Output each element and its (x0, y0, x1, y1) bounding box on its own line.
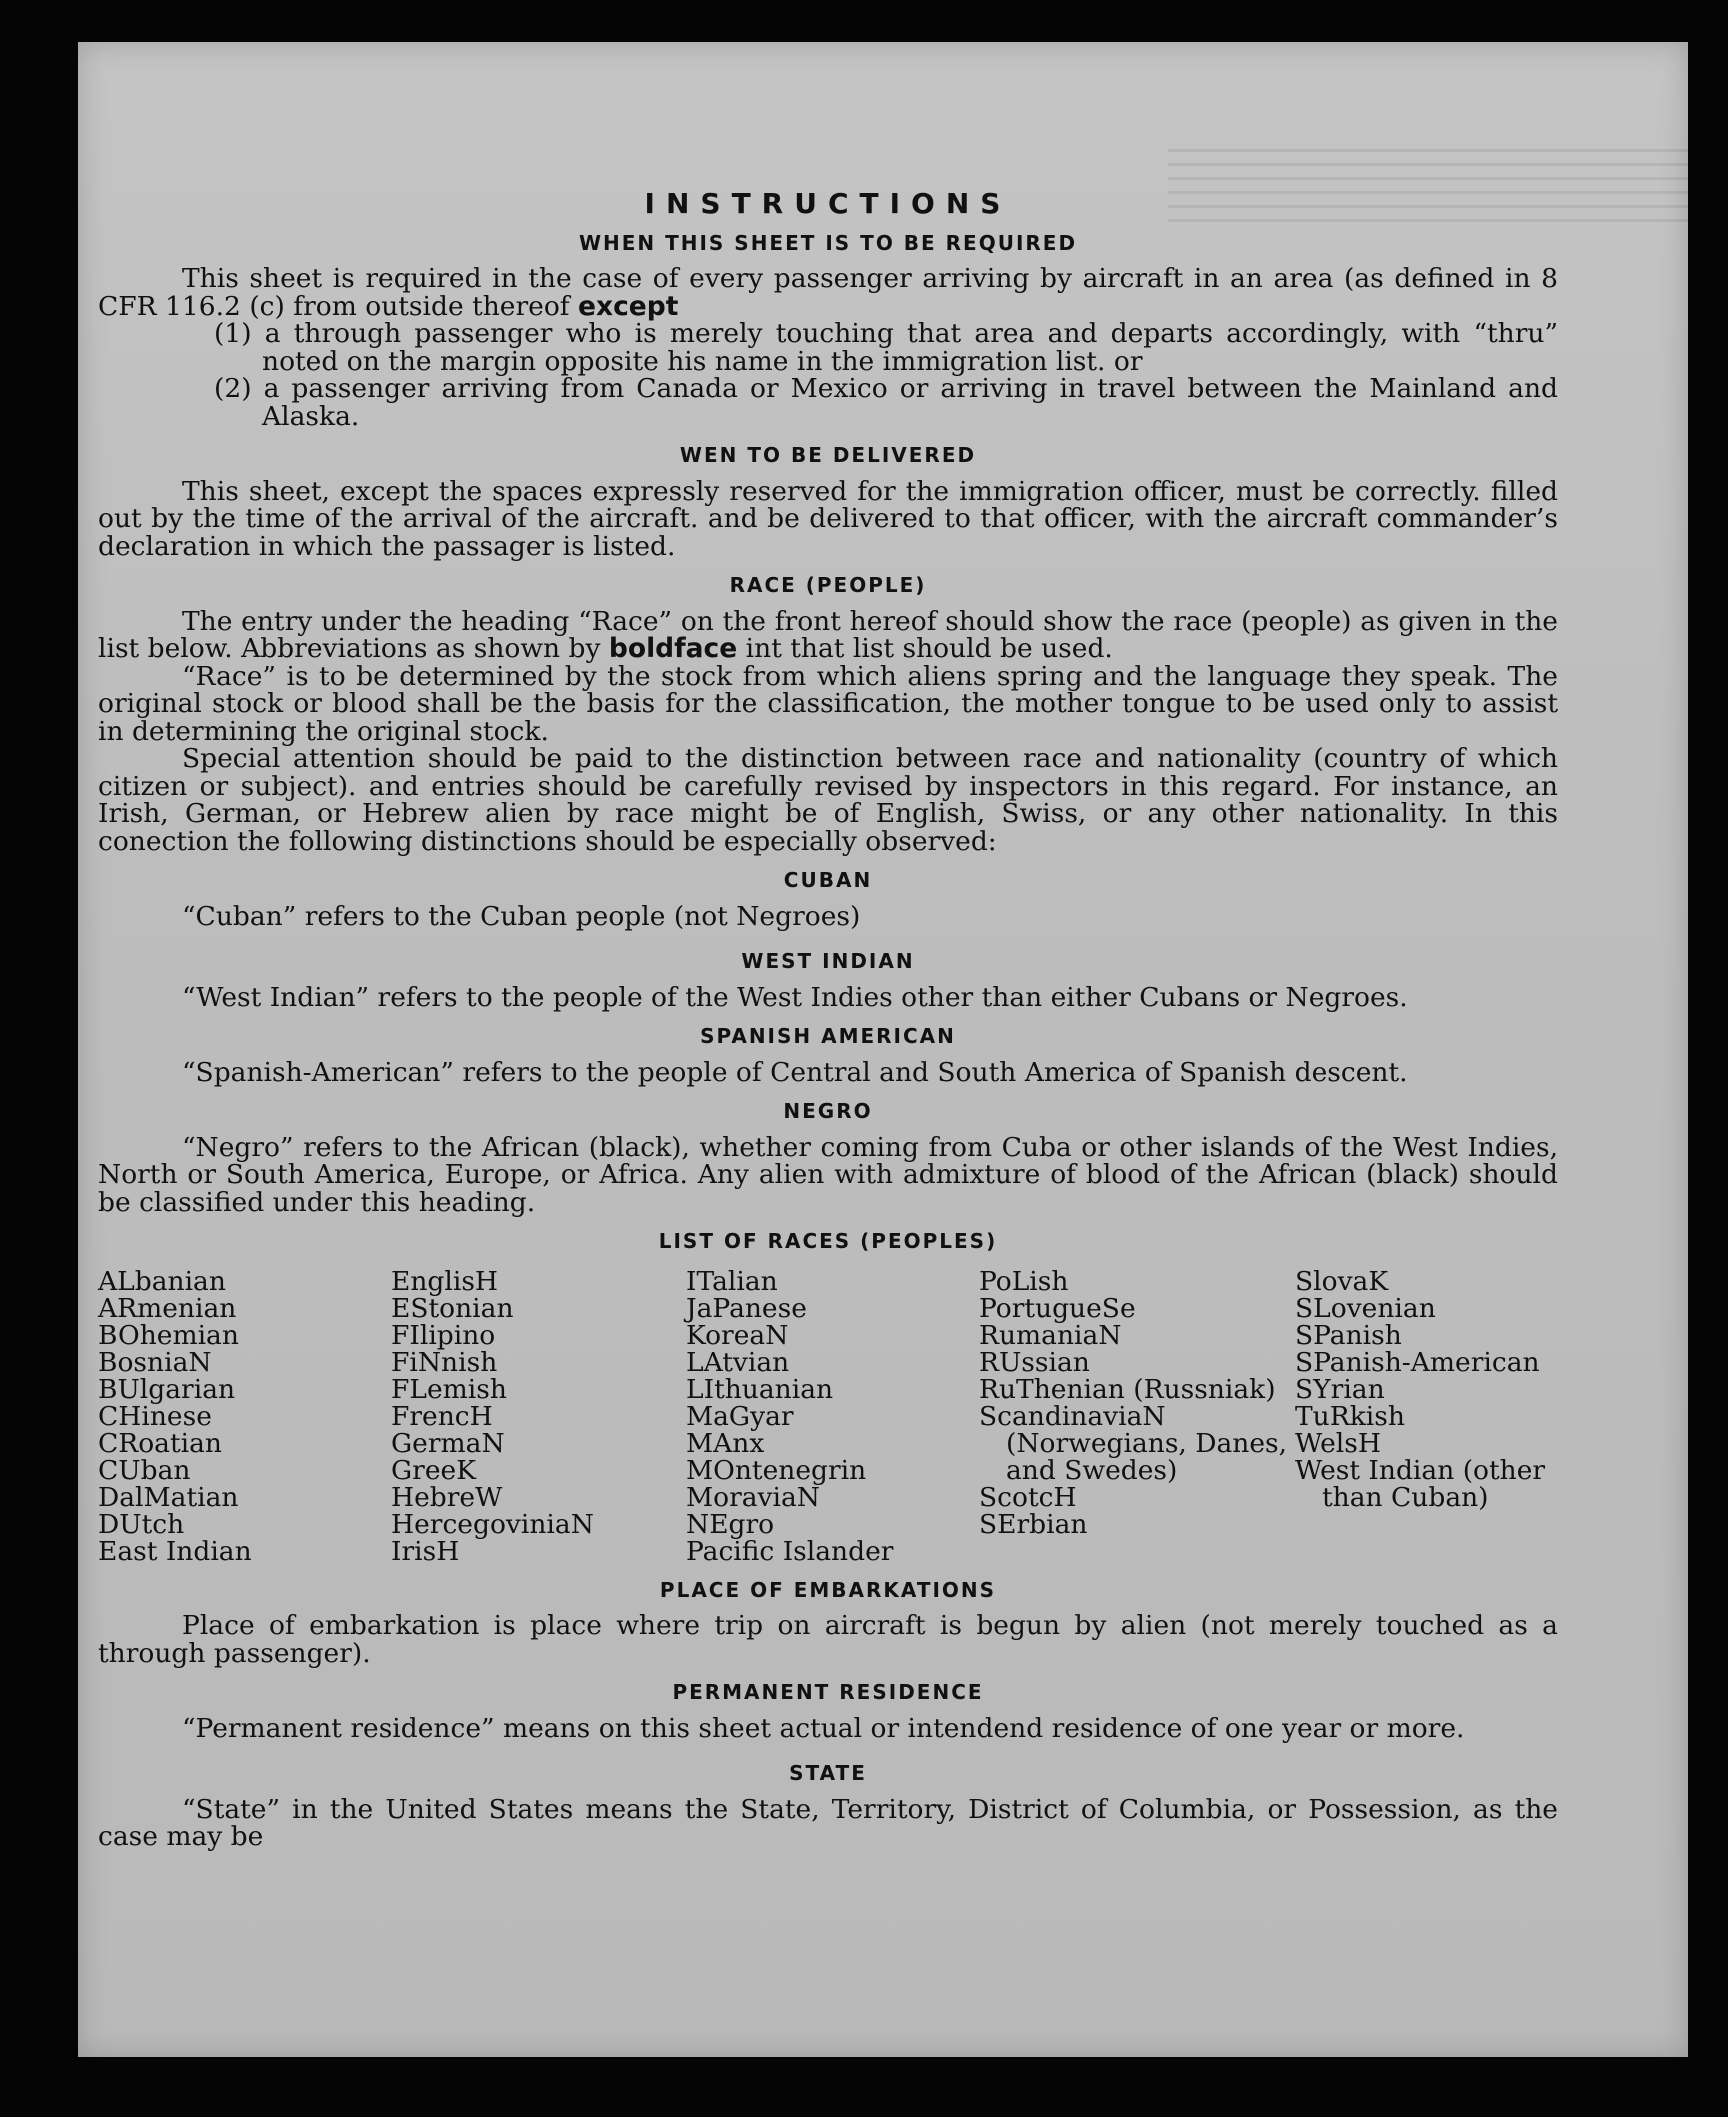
race-entry: EnglisH (391, 1265, 499, 1297)
race-entry: KoreaN (686, 1319, 789, 1351)
race-entry: ALbanian (98, 1265, 226, 1297)
section-text: “Cuban” refers to the Cuban people (not Negroes) (182, 900, 861, 932)
race-entry: ScotcH (979, 1481, 1077, 1513)
race-para1-bold: boldface (608, 633, 738, 664)
race-entry: MoraviaN (686, 1481, 820, 1513)
race-entry: SErbian (979, 1508, 1088, 1540)
race-entry: SPanish-American (1295, 1346, 1540, 1378)
section-heading-when-required: WHEN THIS SHEET IS TO BE REQUIRED (578, 230, 1078, 255)
section-text: This sheet, except the spaces expressly reserved for the immigration officer, must be correctly. filled out by the time of the arrival of the aircraft. and be delivered to that officer, with the aircraft commander’s declaration in which the passager is listed. (98, 475, 1558, 562)
race-entry: SlovaK (1295, 1265, 1389, 1297)
race-entry: GermaN (391, 1427, 505, 1459)
race-paragraph-2: “Race” is to be determined by the stock from which aliens spring and the language they speak. The original stock or blood shall be the basis for the classification, the mother tongue to be used only to assist in determining the original stock. (98, 660, 1558, 747)
section-heading-cuban: CUBAN (783, 868, 873, 892)
section-text: Place of embarkation is place where trip on aircraft is begun by alien (not merely touched as a through passenger). (98, 1610, 1558, 1669)
races-column (1295, 1265, 1558, 1565)
section-text: “West Indian” refers to the people of the West Indies other than either Cubans or Negroes. (182, 981, 1408, 1013)
race-entry: SPanish (1295, 1319, 1402, 1351)
section-text: “Spanish-American” refers to the people of Central and South America of Spanish descent. (182, 1056, 1408, 1088)
section-intro (98, 265, 1558, 320)
race-entry: RumaniaN (979, 1319, 1122, 1351)
race-entry: DalMatian (98, 1481, 239, 1513)
section-heading-race: RACE (PEOPLE) (729, 573, 927, 597)
race-entry: GreeK (391, 1454, 476, 1486)
race-entry: TuRkish (1295, 1400, 1405, 1432)
race-entry: FrencH (391, 1400, 493, 1432)
race-entry: LAtvian (686, 1346, 790, 1378)
race-entry: DUtch (98, 1508, 185, 1540)
race-entry: SYrian (1295, 1373, 1385, 1405)
race-entry: LIthuanian (686, 1373, 834, 1405)
race-entry: CHinese (98, 1400, 212, 1432)
section-text: “Permanent residence” means on this sheet actual or intendend residence of one year or more. (182, 1712, 1465, 1744)
section-heading-permanent-residence: PERMANENT RESIDENCE (672, 1680, 984, 1704)
race-entry: NEgro (686, 1508, 775, 1540)
race-entry: FLemish (391, 1373, 507, 1405)
race-entry: IrisH (391, 1535, 460, 1567)
race-entry: FIlipino (391, 1319, 496, 1351)
race-entry: West Indian (other than Cuban) (1295, 1454, 1546, 1513)
section-heading-when-delivered: WEN TO BE DELIVERED (679, 443, 977, 467)
race-entry: RUssian (979, 1346, 1090, 1378)
race-entry: EStonian (391, 1292, 514, 1324)
race-entry: PortugueSe (979, 1292, 1136, 1324)
race-paragraph-1 (98, 605, 1558, 664)
section-heading-west-indian: WEST INDIAN (741, 949, 915, 973)
section-heading-spanish-american: SPANISH AMERICAN (700, 1024, 956, 1048)
race-entry: ScandinaviaN (Norwegians, Danes, and Swedes) (979, 1400, 1288, 1486)
section-text: “State” in the United States means the State, Territory, District of Columbia, or Possession, as the case may be (98, 1793, 1558, 1852)
document-content (98, 180, 1558, 1851)
races-column (391, 1265, 686, 1567)
races-column (979, 1265, 1295, 1565)
list-item: (2) a passenger arriving from Canada or Mexico or arriving in travel between the Mainland and Alaska. (214, 373, 1558, 432)
race-entry: MOntenegrin (686, 1454, 867, 1486)
race-entry: ITalian (686, 1265, 778, 1297)
race-entry: MaGyar (686, 1400, 794, 1432)
document-title: INSTRUCTIONS (644, 187, 1012, 220)
race-entry: East Indian (98, 1535, 252, 1567)
race-entry: WelsH (1295, 1427, 1381, 1459)
intro-text: This sheet is required in the case of every passenger arriving by aircraft in an area (as defined in 8 CFR 116.2 (c) from outside thereof (98, 263, 1558, 322)
section-heading-state: STATE (789, 1761, 867, 1785)
race-entry: BUlgarian (98, 1373, 236, 1405)
section-heading-negro: NEGRO (783, 1099, 873, 1123)
race-entry: MAnx (686, 1427, 765, 1459)
race-entry: HercegoviniaN (391, 1508, 594, 1540)
race-entry: JaPanese (686, 1292, 807, 1324)
race-entry: ARmenian (98, 1292, 237, 1324)
section-heading-list-of-races: LIST OF RACES (PEOPLES) (658, 1229, 998, 1253)
race-entry: FiNnish (391, 1346, 498, 1378)
race-entry: Pacific Islander (686, 1535, 894, 1567)
race-entry: PoLish (979, 1265, 1069, 1297)
race-paragraph-3: Special attention should be paid to the distinction between race and nationality (country of which citizen or subject). and entries should be carefully revised by inspectors in this regard. For instance, an Irish, German, or Hebrew alien by race might be of English, Swiss, or any other nationality. In this conection the following distinctions should be especially observed: (98, 743, 1558, 857)
race-entry: CUban (98, 1454, 191, 1486)
race-para1-before: The entry under the heading “Race” on the front hereof should show the race (people) as given in the list below. Abbreviations as shown by (98, 605, 1558, 664)
races-column (98, 1265, 391, 1567)
race-entry: HebreW (391, 1481, 503, 1513)
list-item: (1) a through passenger who is merely touching that area and departs accordingly, with “thru” noted on the margin opposite his name in the immigration list. or (214, 318, 1558, 377)
race-entry: BosniaN (98, 1346, 212, 1378)
race-entry: CRoatian (98, 1427, 222, 1459)
section-text: “Negro” refers to the African (black), whether coming from Cuba or other islands of the West Indies, North or South America, Europe, or Africa. Any alien with admixture of blood of the African (black) should be classified under this heading. (98, 1131, 1558, 1218)
intro-bold-except: except (578, 290, 679, 322)
races-column (686, 1265, 979, 1567)
races-list (98, 1265, 1558, 1567)
race-entry: RuThenian (Russniak) (979, 1373, 1276, 1405)
race-entry: SLovenian (1295, 1292, 1436, 1324)
race-para1-after: int that list should be used. (745, 633, 1113, 664)
section-heading-place-of-embarkation: PLACE OF EMBARKATIONS (659, 1577, 997, 1602)
race-entry: BOhemian (98, 1319, 239, 1351)
